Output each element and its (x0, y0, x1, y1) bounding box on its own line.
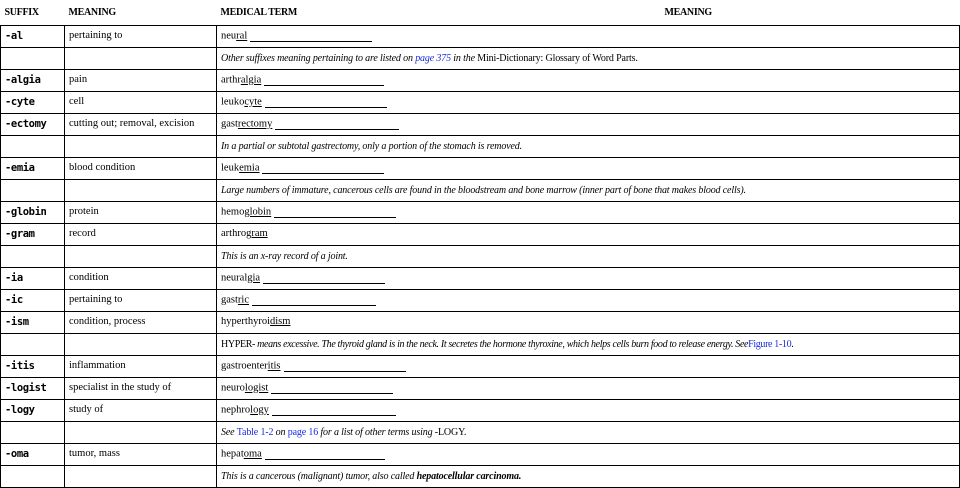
term-cell: gastrectomy (217, 114, 960, 136)
note-cell: Large numbers of immature, cancerous cells are found in the bloodstream and bone marrow (inner part of bone that makes blood cells). (217, 180, 960, 202)
note-row (1, 180, 960, 202)
table-row (1, 224, 960, 246)
table-row (1, 202, 960, 224)
suffix-cell: -logist (1, 378, 65, 400)
suffix-cell: -ia (1, 268, 65, 290)
table-row (1, 92, 960, 114)
suffix-cell: -algia (1, 70, 65, 92)
term-cell: hyperthyroidism (217, 312, 960, 334)
table-row (1, 378, 960, 400)
answer-blank[interactable] (284, 361, 406, 372)
table-row (1, 70, 960, 92)
meaning-cell: pertaining to (65, 290, 217, 312)
note-row (1, 334, 960, 356)
term-cell: neuralgia (217, 268, 960, 290)
note-cell: Other suffixes meaning pertaining to are listed on page 375 in the Mini-Dictionary: Glossary of Word Parts. (217, 48, 960, 70)
suffix-cell: -emia (1, 158, 65, 180)
term-cell: leukemia (217, 158, 960, 180)
note-cell: In a partial or subtotal gastrectomy, only a portion of the stomach is removed. (217, 136, 960, 158)
suffix-cell: -cyte (1, 92, 65, 114)
meaning-cell: blood condition (65, 158, 217, 180)
suffix-cell: -al (1, 26, 65, 48)
note-cell: This is a cancerous (malignant) tumor, also called hepatocellular carcinoma. (217, 466, 960, 488)
table-row (1, 26, 960, 48)
header-suffix: SUFFIX (4, 7, 39, 18)
note-row (1, 422, 960, 444)
term-cell: gastric (217, 290, 960, 312)
answer-blank[interactable] (265, 97, 387, 108)
meaning-cell: condition (65, 268, 217, 290)
note-cell: This is an x-ray record of a joint. (217, 246, 960, 268)
term-cell: neurologist (217, 378, 960, 400)
answer-blank[interactable] (271, 383, 393, 394)
term-cell: arthrogram (217, 224, 960, 246)
answer-blank[interactable] (264, 75, 384, 86)
note-row (1, 48, 960, 70)
page-link[interactable]: page 16 (287, 426, 319, 438)
table-row (1, 158, 960, 180)
meaning-cell: condition, process (65, 312, 217, 334)
answer-blank[interactable] (262, 163, 384, 174)
meaning-cell: protein (65, 202, 217, 224)
table-row (1, 290, 960, 312)
meaning-cell: cell (65, 92, 217, 114)
table-link[interactable]: Table 1-2 (236, 426, 274, 438)
meaning-cell: cutting out; removal, excision (65, 114, 217, 136)
header-meaning-2: MEANING (664, 7, 712, 18)
header-medical-term (217, 0, 960, 26)
term-cell: leukocyte (217, 92, 960, 114)
answer-blank[interactable] (250, 31, 372, 42)
answer-blank[interactable] (252, 295, 376, 306)
suffix-cell: -ectomy (1, 114, 65, 136)
term-cell: hemoglobin (217, 202, 960, 224)
suffix-cell: -ism (1, 312, 65, 334)
term-suffix: ral (236, 30, 248, 42)
figure-link[interactable]: Figure 1-10 (748, 338, 792, 350)
meaning-cell: study of (65, 400, 217, 422)
suffix-cell: -globin (1, 202, 65, 224)
header-meaning: MEANING (68, 7, 116, 18)
suffix-cell: -itis (1, 356, 65, 378)
meaning-cell: record (65, 224, 217, 246)
meaning-cell: pertaining to (65, 26, 217, 48)
suffix-cell: -oma (1, 444, 65, 466)
table-row (1, 356, 960, 378)
table-row (1, 400, 960, 422)
term-cell: gastroenteritis (217, 356, 960, 378)
header-row (1, 0, 960, 26)
suffix-cell: -gram (1, 224, 65, 246)
table-row (1, 114, 960, 136)
answer-blank[interactable] (265, 449, 385, 460)
answer-blank[interactable] (272, 405, 396, 416)
term-cell: hepatoma (217, 444, 960, 466)
note-row (1, 466, 960, 488)
table-row (1, 444, 960, 466)
suffix-cell: -ic (1, 290, 65, 312)
term-cell: arthralgia (217, 70, 960, 92)
header-medical-term-label: MEDICAL TERM (220, 7, 298, 18)
term-root: neu (221, 30, 237, 42)
meaning-cell: tumor, mass (65, 444, 217, 466)
term-cell (217, 26, 960, 48)
note-cell: See Table 1-2 on page 16 for a list of other terms using -LOGY. (217, 422, 960, 444)
table-row (1, 312, 960, 334)
meaning-cell: specialist in the study of (65, 378, 217, 400)
note-cell: HYPER- means excessive. The thyroid gland is in the neck. It secretes the hormone thyroxine, which helps cells burn food to release energy. SeeFigure 1-10. (217, 334, 960, 356)
table-row (1, 268, 960, 290)
term-cell: nephrology (217, 400, 960, 422)
answer-blank[interactable] (275, 119, 399, 130)
answer-blank[interactable] (274, 207, 396, 218)
suffix-cell: -logy (1, 400, 65, 422)
page-link[interactable]: page 375 (415, 52, 451, 64)
answer-blank[interactable] (263, 273, 385, 284)
meaning-cell: inflammation (65, 356, 217, 378)
note-row (1, 246, 960, 268)
meaning-cell: pain (65, 70, 217, 92)
note-row (1, 136, 960, 158)
